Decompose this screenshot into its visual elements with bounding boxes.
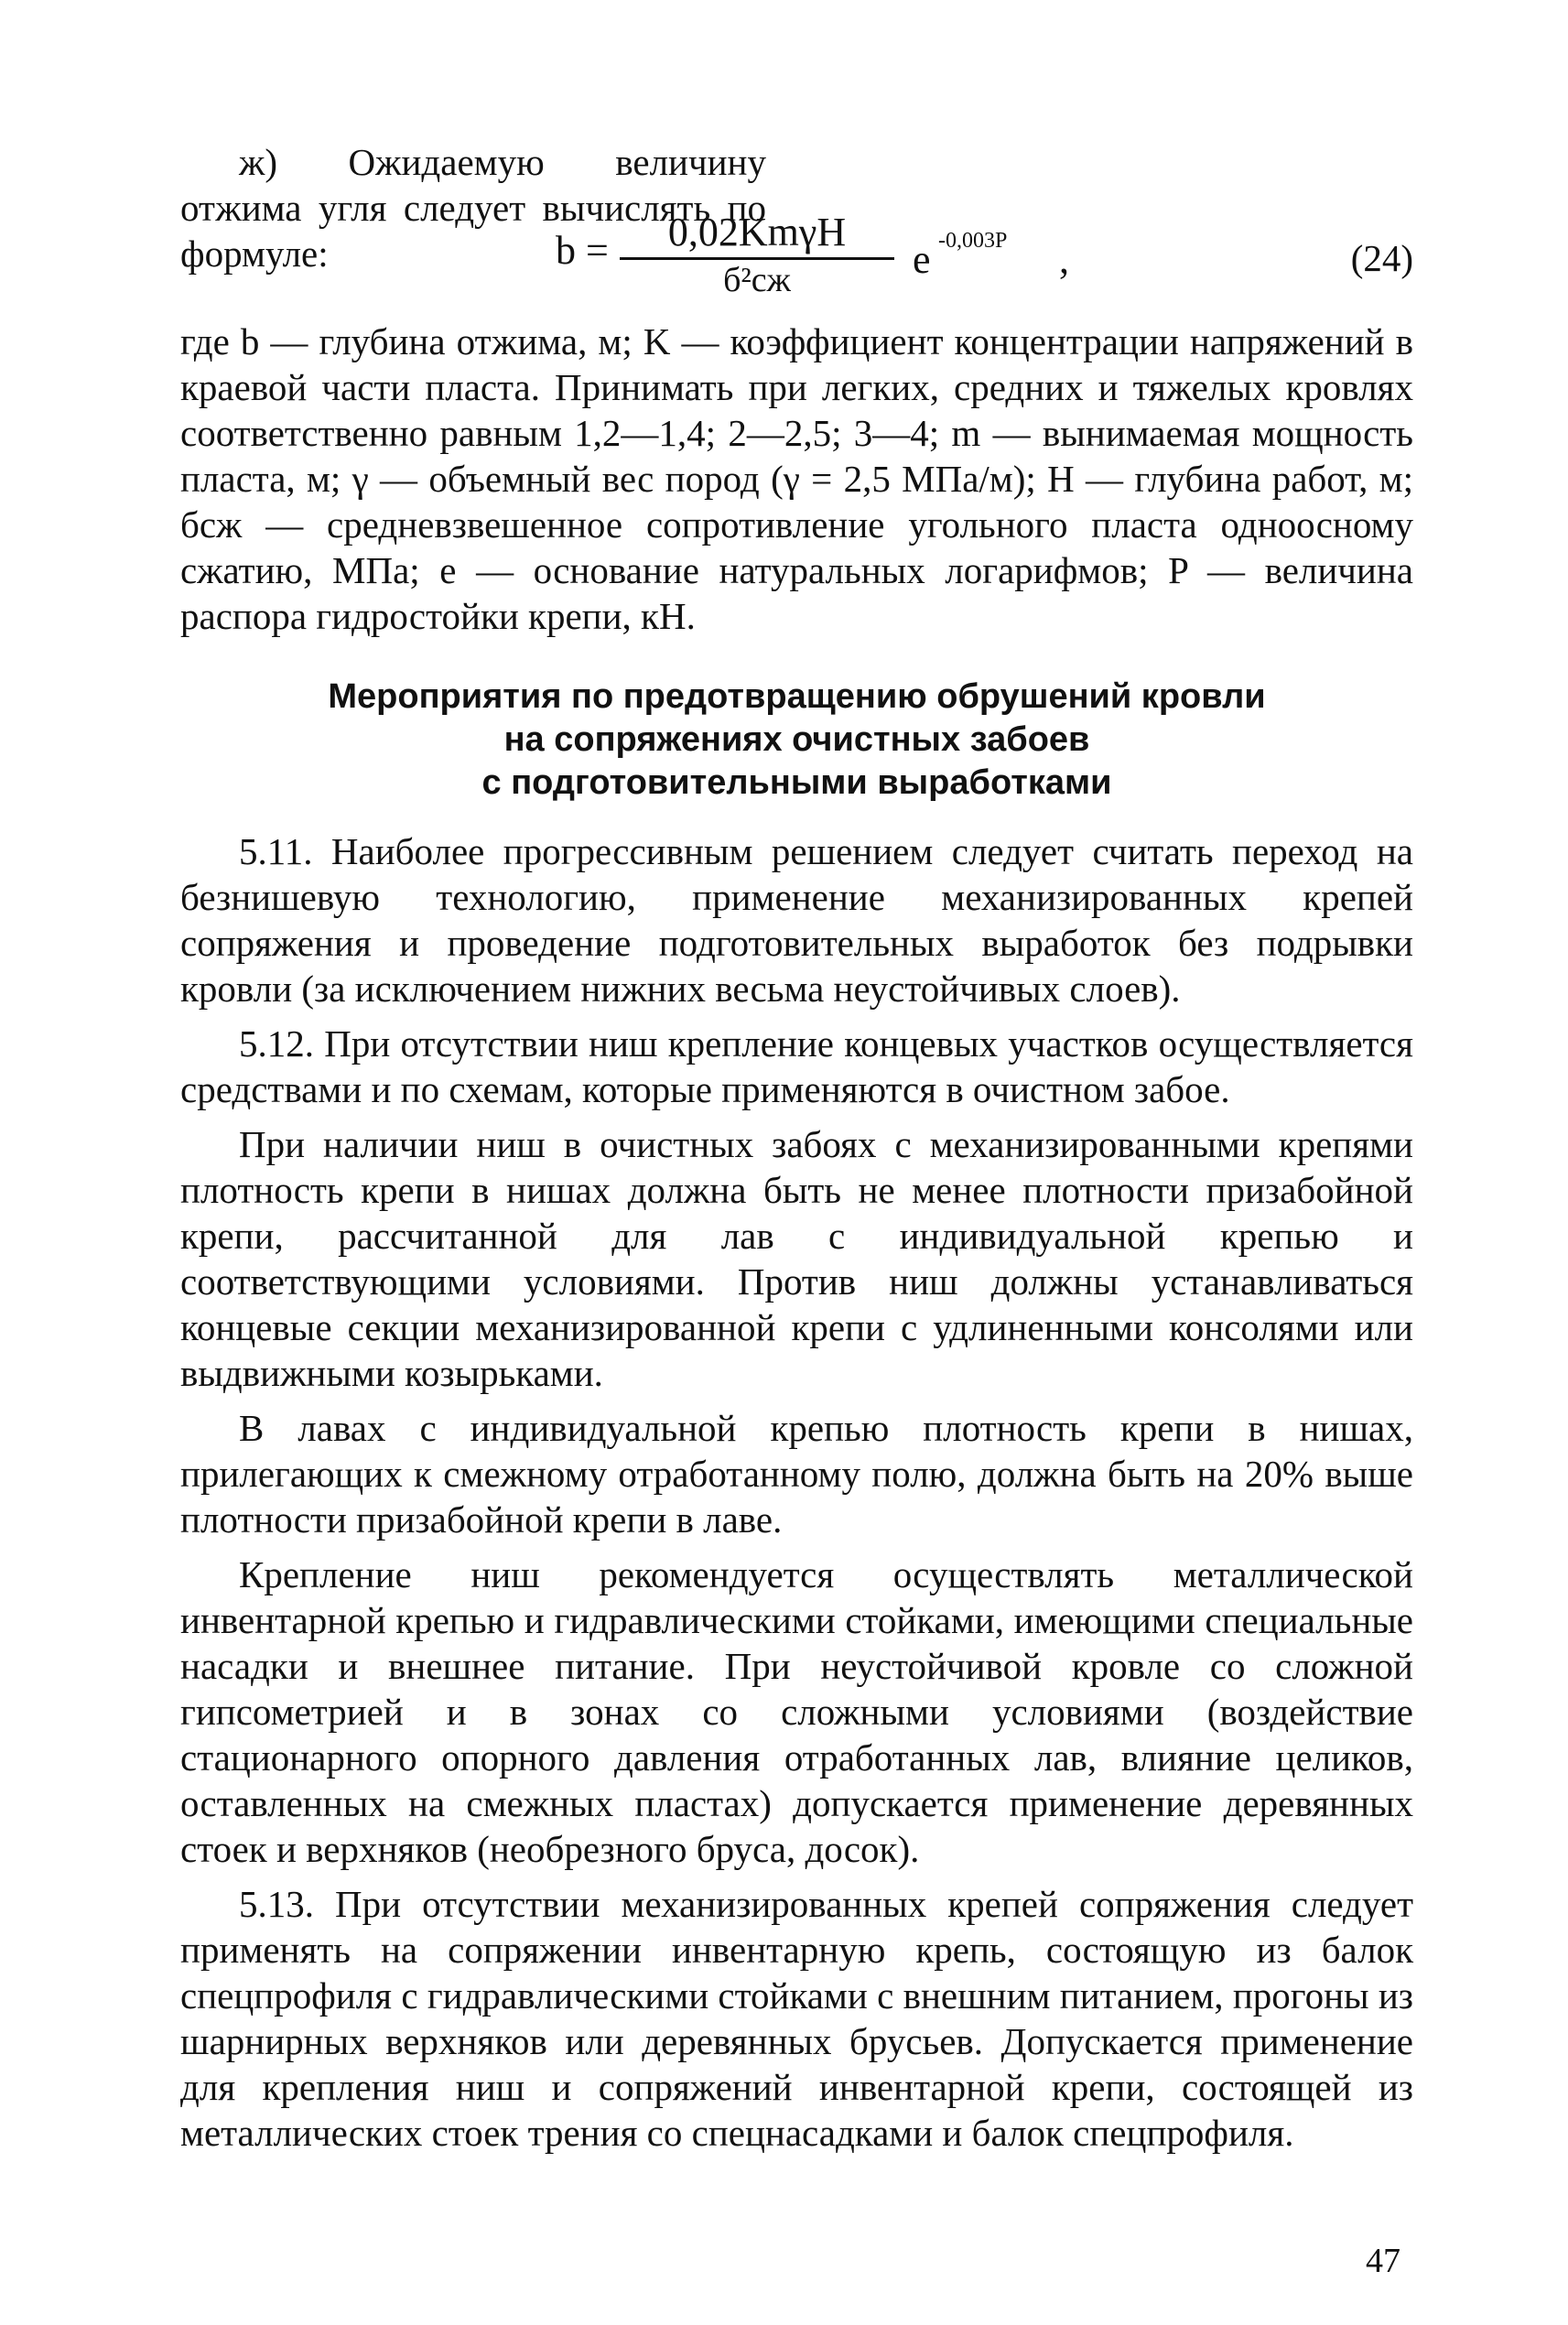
body-text bbox=[180, 828, 1413, 2156]
heading-line-2: на сопряжениях очистных забоев bbox=[503, 720, 1090, 759]
paragraph-niche-fastening: Крепление ниш рекомендуется осуществлять металлической инвентарной крепью и гидравлическими стойками, имеющими специальные насадки и внешнее питание. При неустойчивой кровле со сложной гипсометрией и в зонах со сложными условиями (воздействие стационарного опорного давления отработанных лав, влияние целиков, оставленных на смежных пластах) допускается применение деревянных стоек и верхняков (необрезного бруса, досок). bbox=[180, 1553, 1413, 1870]
formula-denominator: б²сж bbox=[723, 261, 791, 299]
formula-exponent-base: e bbox=[913, 237, 931, 282]
definitions-block bbox=[180, 319, 1413, 639]
paragraph-5-13: 5.13. При отсутствии механизированных крепей сопряжения следует применять на сопряжении инвентарную крепь, состоящую из балок спецпрофиля с гидравлическими стойками с внешним питанием, прогоны из шарнирных верхняков или деревянных брусьев. Допускается применение для крепления ниш и сопряжений инвентарной крепи, состоящей из металлических стоек трения со спецнасадками и балок спецпрофиля. bbox=[180, 1883, 1413, 2154]
paragraph-5-12: 5.12. При отсутствии ниш крепление концевых участков осуществляется средствами и по схемам, которые применяются в очистном забое. bbox=[180, 1022, 1413, 1110]
formula-fraction bbox=[620, 209, 894, 300]
definitions-text: где b — глубина отжима, м; K — коэффициент концентрации напряжений в краевой части пласта. Принимать при легких, средних и тяжелых кровлях соответственно равным 1,2—1,4; 2—2,5; 3—4; m — вынимаемая мощность пласта, м; γ — объемный вес пород (γ = 2,5 МПа/м); H — глубина работ, м; бсж — средневзвешенное сопротивление угольного пласта одноосному сжатию, МПа; e — основание натуральных логарифмов; P — величина распора гидростойки крепи, кН. bbox=[180, 320, 1413, 637]
section-heading bbox=[180, 676, 1413, 805]
formula-intro: ж) Ожидаемую величину отжима угля следует вычислять по формуле: bbox=[180, 141, 766, 275]
formula-number: (24) bbox=[1350, 237, 1413, 279]
heading-line-3: с подготовительными выработками bbox=[481, 763, 1112, 802]
paragraph-individual-support: В лавах с индивидуальной крепью плотность крепи в нишах, прилегающих к смежному отработанному полю, должна быть на 20% выше плотности призабойной крепи в лаве. bbox=[180, 1407, 1413, 1541]
page-number: 47 bbox=[1366, 2242, 1400, 2280]
paragraph-5-11: 5.11. Наиболее прогрессивным решением следует считать переход на безнишевую технологию, применение механизированных крепей сопряжения и проведение подготовительных выработок без подрывки кровли (за исключением нижних весьма неустойчивых слоев). bbox=[180, 830, 1413, 1010]
formula-exponent-power: -0,003P bbox=[938, 229, 1008, 253]
paragraph-niches: При наличии ниш в очистных забоях с механизированными крепями плотность крепи в нишах должна быть не менее плотности призабойной крепи, рассчитанной для лав с индивидуальной крепью и соответствующими условиями. Против ниш должны устанавливаться концевые секции механизированной крепи с удлиненными консолями или выдвижными козырьками. bbox=[180, 1123, 1413, 1394]
heading-line-1: Мероприятия по предотвращению обрушений кровли bbox=[328, 677, 1266, 716]
formula-comma: , bbox=[1059, 237, 1069, 282]
formula-numerator: 0,02KmγH bbox=[620, 209, 894, 260]
formula-lhs: b = bbox=[556, 228, 609, 273]
formula-24 bbox=[180, 0, 1413, 299]
